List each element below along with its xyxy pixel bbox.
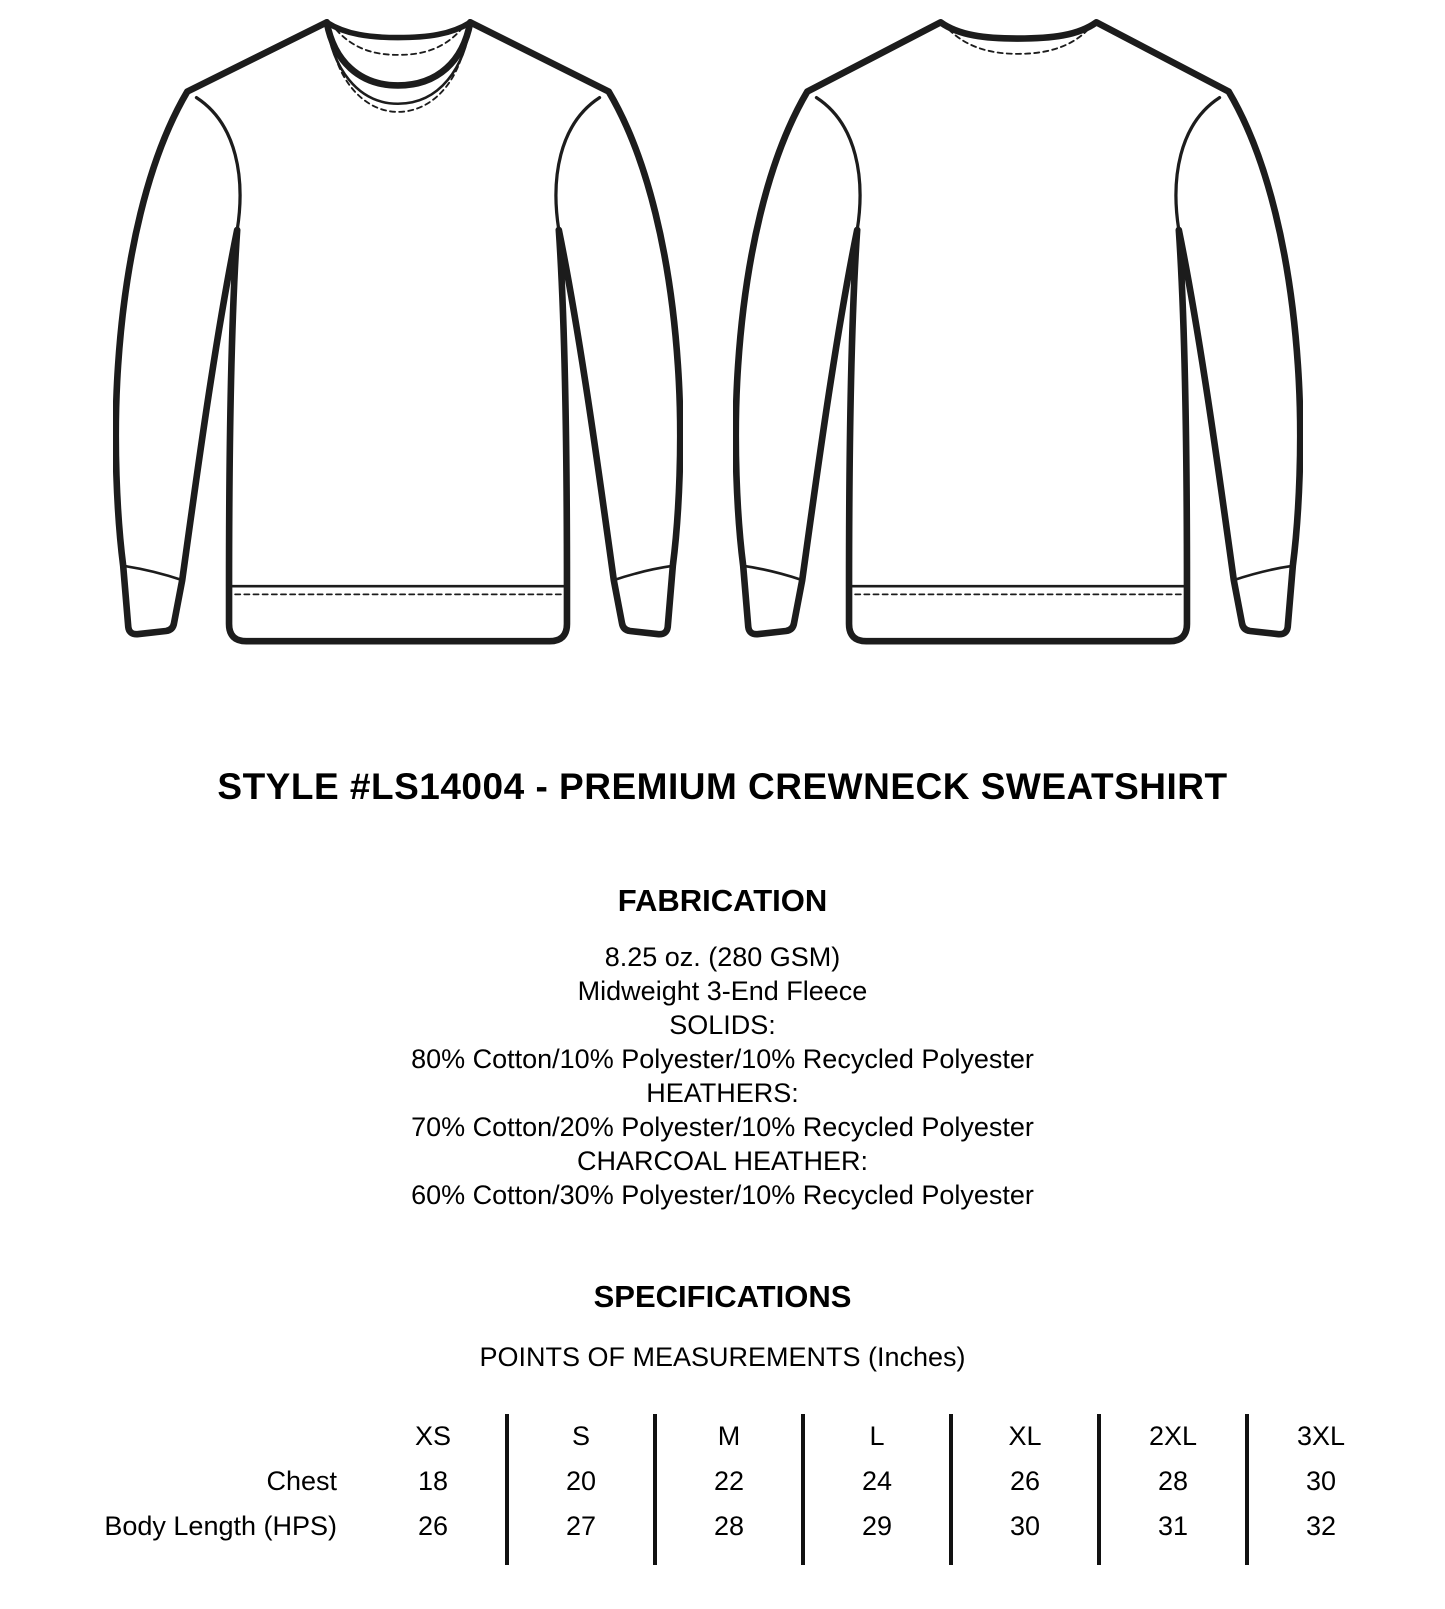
sweatshirt-front-drawing [113,4,683,661]
chest-value: 22 [713,1466,745,1496]
chest-value: 26 [1009,1466,1041,1496]
style-title: STYLE #LS14004 - PREMIUM CREWNECK SWEATSHIRT [217,766,1228,807]
size-column-xl [949,1414,1097,1565]
body-length-value: 28 [713,1511,745,1541]
technical-flats-row [0,0,1445,660]
fabrication-line: 8.25 oz. (280 GSM) [604,942,841,972]
back-body-outline [735,22,1299,641]
size-column-m [653,1414,801,1565]
size-column-xs [361,1414,505,1565]
sweatshirt-back-drawing [733,4,1303,661]
front-body-outline [115,22,679,641]
size-column-s [505,1414,653,1565]
row-label-body-length: Body Length (HPS) [104,1511,337,1541]
fabrication-line: HEATHERS: [646,1078,799,1108]
body-length-value: 26 [417,1511,449,1541]
body-length-value: 32 [1305,1511,1337,1541]
size-column-l [801,1414,949,1565]
size-header: 2XL [1148,1421,1198,1451]
size-header: M [717,1421,741,1451]
body-length-value: 30 [1009,1511,1041,1541]
chest-value: 30 [1305,1466,1337,1496]
fabrication-details [0,940,1445,1212]
fabrication-line: SOLIDS: [669,1010,776,1040]
chest-value: 24 [861,1466,893,1496]
table-label-column [102,1414,361,1565]
points-of-measurements-label: POINTS OF MEASUREMENTS (Inches) [479,1342,966,1372]
fabrication-heading: FABRICATION [617,883,828,918]
size-header: S [571,1421,590,1451]
body-length-value: 27 [565,1511,597,1541]
fabrication-line: 60% Cotton/30% Polyester/10% Recycled Polyester [411,1180,1034,1210]
size-header: XS [414,1421,452,1451]
fabrication-line: 70% Cotton/20% Polyester/10% Recycled Polyester [411,1112,1034,1142]
fabrication-line: CHARCOAL HEATHER: [576,1146,869,1176]
size-header: XL [1008,1421,1042,1451]
chest-value: 20 [565,1466,597,1496]
specifications-heading: SPECIFICATIONS [593,1279,852,1314]
table-corner-cell [102,1414,361,1459]
chest-value: 28 [1157,1466,1189,1496]
size-column-2xl [1097,1414,1245,1565]
body-length-value: 29 [861,1511,893,1541]
size-column-3xl [1245,1414,1393,1565]
row-label-chest: Chest [266,1466,337,1496]
measurements-table [102,1414,1445,1565]
chest-value: 18 [417,1466,449,1496]
fabrication-line: 80% Cotton/10% Polyester/10% Recycled Polyester [411,1044,1034,1074]
size-header: L [869,1421,885,1451]
size-header: 3XL [1296,1421,1346,1451]
fabrication-line: Midweight 3-End Fleece [577,976,868,1006]
body-length-value: 31 [1157,1511,1189,1541]
